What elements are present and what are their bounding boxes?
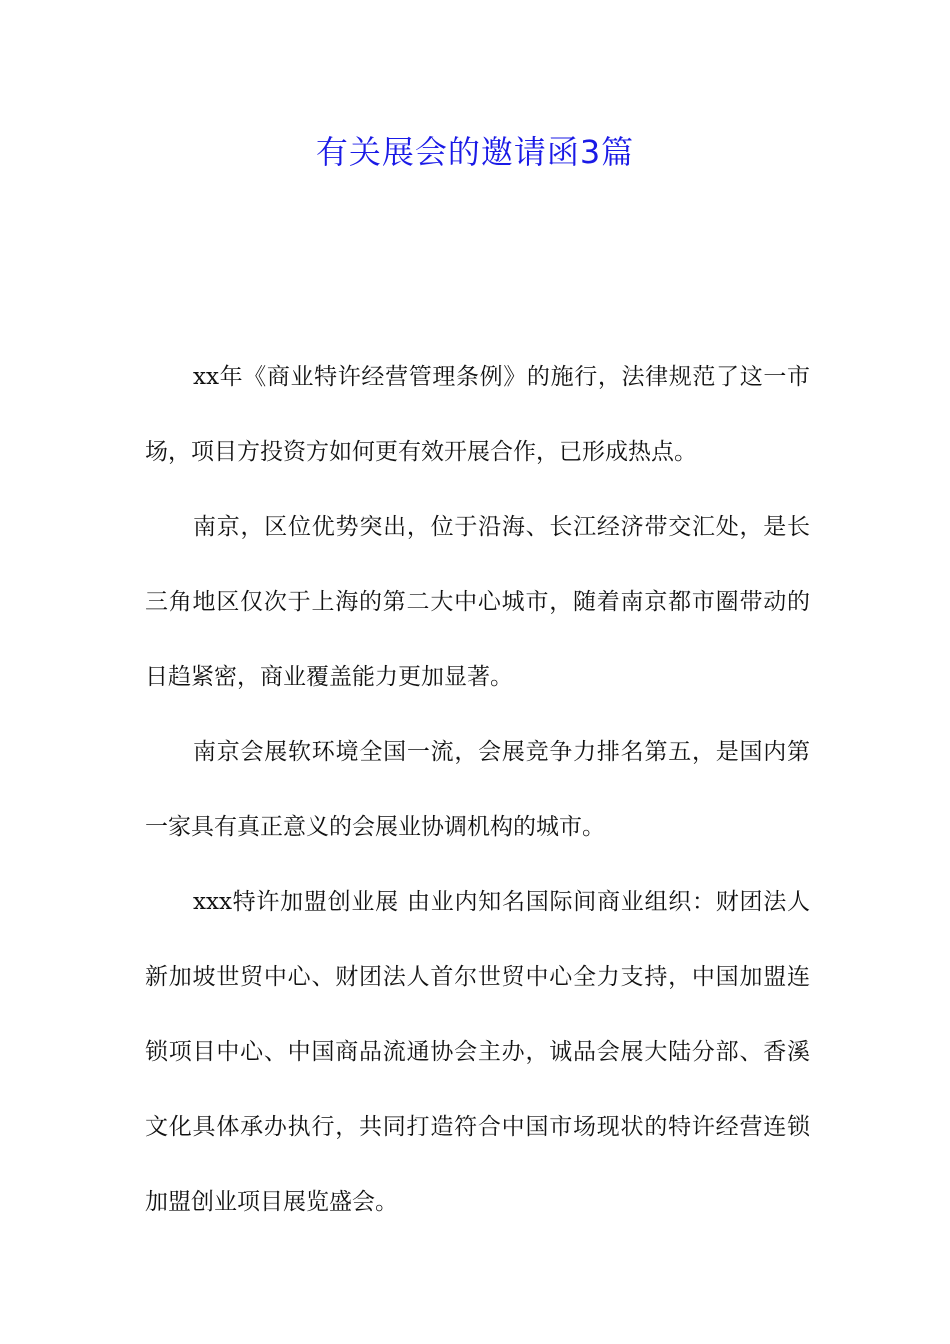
paragraph-3: 南京会展软环境全国一流，会展竞争力排名第五，是国内第一家具有真正意义的会展业协调机构的城市。 [145, 739, 810, 840]
paragraph-4: xxx特许加盟创业展 由业内知名国际间商业组织：财团法人新加坡世贸中心、财团法人首尔世贸中心全力支持，中国加盟连锁项目中心、中国商品流通协会主办，诚品会展大陆分部、香溪文化具体承办执行，共同打造符合中国市场现状的特许经营连锁加盟创业项目展览盛会。 [145, 889, 810, 1215]
paragraph-2: 南京，区位优势突出，位于沿海、长江经济带交汇处，是长三角地区仅次于上海的第二大中心城市，随着南京都市圈带动的日趋紧密，商业覆盖能力更加显著。 [145, 514, 810, 690]
document-body [145, 340, 810, 1240]
document-title: 有关展会的邀请函3篇 [315, 133, 635, 171]
paragraph-1: xx年《商业特许经营管理条例》的施行，法律规范了这一市场，项目方投资方如何更有效开展合作，已形成热点。 [145, 364, 810, 465]
